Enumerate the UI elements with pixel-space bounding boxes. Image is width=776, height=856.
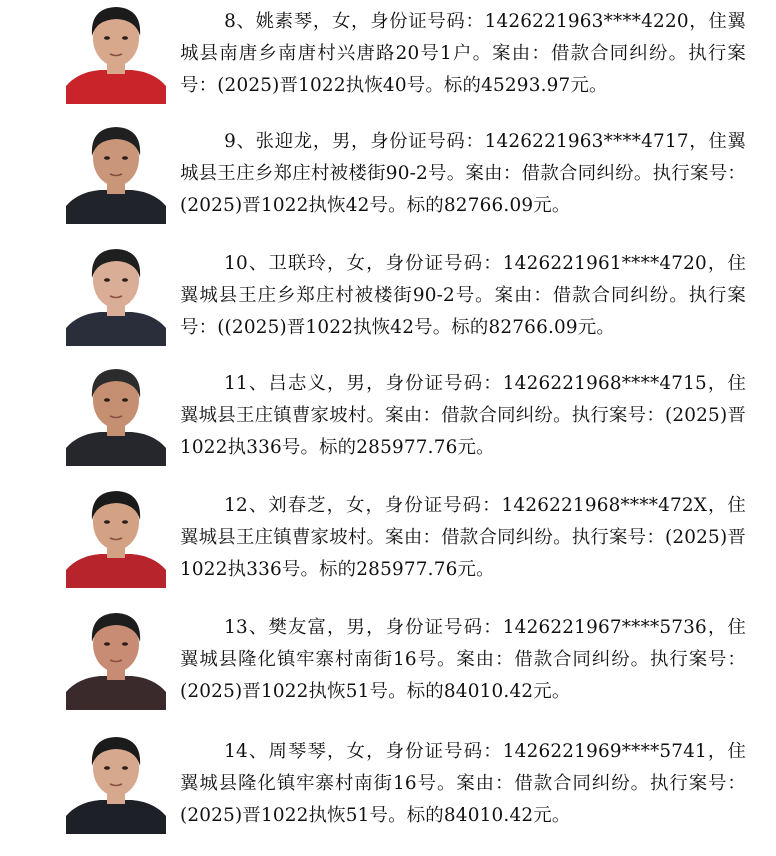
case-number-label: 执行案号： bbox=[649, 649, 747, 670]
debtor-paragraph: 10、卫联玲，女，身份证号码：1426221961****4720，住翼城县王庄乡郑庄村被楼街90-2号。案由：借款合同纠纷。执行案号：((2025)晋1022执恢42号。标的82766.09元。 bbox=[180, 253, 747, 338]
case-cause: 借款合同纠纷 bbox=[550, 43, 669, 64]
debtor-photo bbox=[66, 120, 166, 224]
case-cause: 借款合同纠纷 bbox=[441, 527, 554, 548]
debtor-address: 住翼城县隆化镇牢寨村南街16号 bbox=[180, 741, 747, 794]
portrait-svg bbox=[66, 606, 166, 710]
debtor-entry bbox=[0, 120, 776, 232]
entry-number: 14 bbox=[224, 741, 248, 762]
case-cause: 借款合同纠纷 bbox=[521, 163, 634, 184]
case-number-label: 执行案号： bbox=[571, 405, 665, 426]
id-label: 身份证号码： bbox=[370, 11, 485, 32]
case-number: (2025)晋1022执336号 bbox=[180, 405, 746, 458]
debtor-address: 住翼城县王庄镇曹家坡村 bbox=[180, 373, 747, 426]
right-eye bbox=[122, 642, 128, 646]
amount-label: 标的 bbox=[406, 681, 444, 702]
case-number-label: 执行案号： bbox=[180, 43, 747, 96]
id-number: 1426221968****472X bbox=[501, 495, 708, 516]
debtor-text bbox=[180, 736, 746, 832]
portrait-svg bbox=[66, 0, 166, 104]
cause-label: 案由： bbox=[385, 405, 442, 426]
debtor-name: 周琴琴 bbox=[268, 741, 328, 762]
debtor-paragraph: 12、刘春芝，女，身份证号码：1426221968****472X，住翼城县王庄镇曹家坡村。案由：借款合同纠纷。执行案号：(2025)晋1022执336号。标的285977.76元。 bbox=[180, 495, 746, 580]
amount-label: 标的 bbox=[319, 559, 357, 580]
debtor-gender: 男 bbox=[331, 131, 352, 152]
case-number: (2025)晋1022执恢51号 bbox=[180, 805, 389, 826]
debtor-gender: 女 bbox=[346, 741, 367, 762]
cause-label: 案由： bbox=[492, 43, 551, 64]
cause-label: 案由： bbox=[456, 649, 515, 670]
debtor-photo bbox=[66, 484, 166, 588]
debtor-gender: 女 bbox=[331, 11, 352, 32]
debtor-photo bbox=[66, 730, 166, 834]
debtor-address: 住翼城县隆化镇牢寨村南街16号 bbox=[180, 617, 747, 670]
debtor-name: 张迎龙 bbox=[255, 131, 313, 152]
amount-label: 标的 bbox=[443, 75, 482, 96]
portrait-svg bbox=[66, 484, 166, 588]
case-cause: 借款合同纠纷 bbox=[552, 285, 670, 306]
cause-label: 案由： bbox=[456, 773, 515, 794]
case-number: (2025)晋1022执恢51号 bbox=[180, 681, 389, 702]
debtor-gender: 女 bbox=[346, 253, 367, 274]
case-number-label: 执行案号： bbox=[649, 773, 747, 794]
debtor-paragraph: 11、吕志义，男，身份证号码：1426221968****4715，住翼城县王庄镇曹家坡村。案由：借款合同纠纷。执行案号：(2025)晋1022执336号。标的285977.76元。 bbox=[180, 373, 747, 458]
case-amount: 45293.97元 bbox=[481, 75, 590, 96]
debtor-address: 住翼城县王庄乡郑庄村被楼街90-2号 bbox=[180, 131, 746, 184]
debtor-text bbox=[180, 126, 746, 222]
shirt-shape bbox=[66, 432, 166, 466]
amount-label: 标的 bbox=[406, 195, 444, 216]
id-label: 身份证号码： bbox=[385, 253, 503, 274]
right-eye bbox=[122, 520, 128, 524]
left-eye bbox=[104, 642, 110, 646]
amount-label: 标的 bbox=[451, 317, 489, 338]
debtor-address: 住翼城县王庄乡郑庄村被楼街90-2号 bbox=[180, 253, 747, 306]
entry-number: 12 bbox=[224, 495, 248, 516]
id-number: 1426221963****4717 bbox=[484, 131, 689, 152]
debtor-entry bbox=[0, 484, 776, 596]
debtor-text bbox=[180, 368, 746, 464]
debtor-entry bbox=[0, 362, 776, 474]
debtor-name: 樊友富 bbox=[268, 617, 328, 638]
case-number: ((2025)晋1022执恢42号 bbox=[217, 317, 433, 338]
shirt-shape bbox=[66, 554, 166, 588]
portrait-svg bbox=[66, 362, 166, 466]
left-eye bbox=[104, 36, 110, 40]
portrait-svg bbox=[66, 242, 166, 346]
debtor-name: 刘春芝 bbox=[268, 495, 327, 516]
entry-number: 10 bbox=[224, 253, 248, 274]
debtor-entry bbox=[0, 242, 776, 354]
case-number-label: 执行案号： bbox=[180, 285, 747, 338]
debtor-name: 卫联玲 bbox=[268, 253, 328, 274]
debtor-name: 姚素琴 bbox=[255, 11, 313, 32]
debtor-text bbox=[180, 612, 746, 708]
case-cause: 借款合同纠纷 bbox=[514, 649, 631, 670]
id-number: 1426221961****4720 bbox=[502, 253, 707, 274]
debtor-paragraph: 13、樊友富，男，身份证号码：1426221967****5736，住翼城县隆化镇牢寨村南街16号。案由：借款合同纠纷。执行案号：(2025)晋1022执恢51号。标的84010.42元。 bbox=[180, 617, 747, 702]
case-amount: 285977.76元 bbox=[356, 437, 477, 458]
debtor-photo bbox=[66, 362, 166, 466]
cause-label: 案由： bbox=[465, 163, 522, 184]
shirt-shape bbox=[66, 70, 166, 104]
id-label: 身份证号码： bbox=[385, 617, 503, 638]
left-eye bbox=[104, 766, 110, 770]
debtor-text bbox=[180, 6, 746, 102]
case-amount: 84010.42元 bbox=[443, 681, 552, 702]
debtor-text bbox=[180, 490, 746, 586]
id-label: 身份证号码： bbox=[384, 495, 502, 516]
shirt-shape bbox=[66, 800, 166, 834]
cause-label: 案由： bbox=[385, 527, 442, 548]
right-eye bbox=[122, 36, 128, 40]
case-number: (2025)晋1022执恢42号 bbox=[180, 195, 389, 216]
debtor-address: 住翼城县南唐乡南唐村兴唐路20号1户 bbox=[180, 11, 746, 64]
debtor-text bbox=[180, 248, 746, 344]
right-eye bbox=[122, 766, 128, 770]
debtor-entry bbox=[0, 730, 776, 842]
id-number: 1426221963****4220 bbox=[484, 11, 689, 32]
debtor-gender: 女 bbox=[346, 495, 366, 516]
portrait-svg bbox=[66, 120, 166, 224]
right-eye bbox=[122, 278, 128, 282]
left-eye bbox=[104, 398, 110, 402]
debtor-photo bbox=[66, 242, 166, 346]
id-label: 身份证号码： bbox=[370, 131, 485, 152]
debtor-address: 住翼城县王庄镇曹家坡村 bbox=[180, 495, 746, 548]
debtor-paragraph: 8、姚素琴，女，身份证号码：1426221963****4220，住翼城县南唐乡南唐村兴唐路20号1户。案由：借款合同纠纷。执行案号：(2025)晋1022执恢40号。标的45293.97元。 bbox=[180, 11, 747, 96]
amount-label: 标的 bbox=[319, 437, 357, 458]
id-number: 1426221968****4715 bbox=[502, 373, 707, 394]
debtor-paragraph: 14、周琴琴，女，身份证号码：1426221969****5741，住翼城县隆化镇牢寨村南街16号。案由：借款合同纠纷。执行案号：(2025)晋1022执恢51号。标的84010.42元。 bbox=[180, 741, 747, 826]
id-label: 身份证号码： bbox=[385, 373, 503, 394]
entry-number: 8 bbox=[224, 11, 237, 32]
case-cause: 借款合同纠纷 bbox=[514, 773, 631, 794]
debtor-photo bbox=[66, 606, 166, 710]
entry-number: 9 bbox=[224, 131, 237, 152]
case-number: (2025)晋1022执336号 bbox=[180, 527, 746, 580]
case-cause: 借款合同纠纷 bbox=[441, 405, 554, 426]
case-number: (2025)晋1022执恢40号 bbox=[217, 75, 426, 96]
right-eye bbox=[122, 156, 128, 160]
left-eye bbox=[104, 156, 110, 160]
debtor-entry bbox=[0, 606, 776, 718]
case-amount: 285977.76元 bbox=[356, 559, 477, 580]
entry-number: 11 bbox=[224, 373, 248, 394]
shirt-shape bbox=[66, 190, 166, 224]
debtor-photo bbox=[66, 0, 166, 104]
case-amount: 84010.42元 bbox=[443, 805, 552, 826]
case-amount: 82766.09元 bbox=[443, 195, 552, 216]
debtor-gender: 男 bbox=[346, 617, 367, 638]
right-eye bbox=[122, 398, 128, 402]
entry-number: 13 bbox=[224, 617, 248, 638]
case-number-label: 执行案号： bbox=[652, 163, 747, 184]
id-number: 1426221967****5736 bbox=[502, 617, 707, 638]
amount-label: 标的 bbox=[406, 805, 444, 826]
debtor-entry bbox=[0, 0, 776, 112]
cause-label: 案由： bbox=[494, 285, 553, 306]
debtor-paragraph: 9、张迎龙，男，身份证号码：1426221963****4717，住翼城县王庄乡郑庄村被楼街90-2号。案由：借款合同纠纷。执行案号：(2025)晋1022执恢42号。标的82766.09元。 bbox=[180, 131, 747, 216]
shirt-shape bbox=[66, 312, 166, 346]
case-number-label: 执行案号： bbox=[571, 527, 665, 548]
debtor-name: 吕志义 bbox=[268, 373, 328, 394]
portrait-svg bbox=[66, 730, 166, 834]
shirt-shape bbox=[66, 676, 166, 710]
id-number: 1426221969****5741 bbox=[502, 741, 707, 762]
left-eye bbox=[104, 278, 110, 282]
debtor-gender: 男 bbox=[346, 373, 367, 394]
left-eye bbox=[104, 520, 110, 524]
case-amount: 82766.09元 bbox=[488, 317, 597, 338]
id-label: 身份证号码： bbox=[385, 741, 503, 762]
